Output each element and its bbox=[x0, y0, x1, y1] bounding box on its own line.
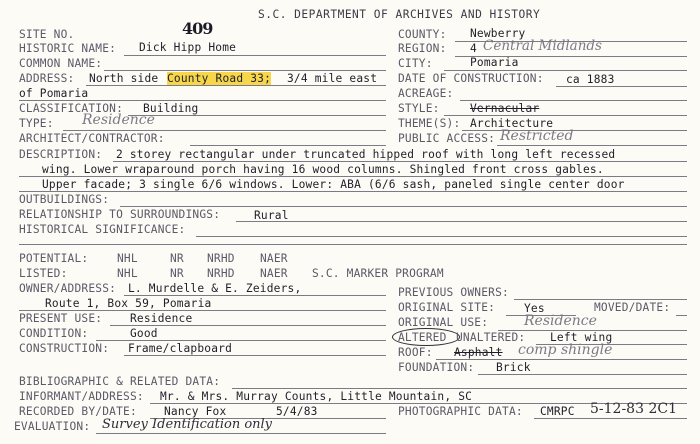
listed-nhl: NHL bbox=[117, 267, 138, 280]
themes-value: Architecture bbox=[470, 117, 554, 130]
condition-value: Good bbox=[130, 327, 158, 340]
bibliographic-label: BIBLIOGRAPHIC & RELATED DATA: bbox=[19, 375, 221, 388]
roof-label: ROOF: bbox=[398, 346, 433, 359]
themes-label: THEME(S): bbox=[398, 117, 461, 130]
address-label: ADDRESS: bbox=[19, 72, 75, 85]
previous-owners-label: PREVIOUS OWNERS: bbox=[398, 286, 509, 299]
description-label: DESCRIPTION: bbox=[19, 148, 103, 161]
potential-naer: NAER bbox=[260, 252, 288, 265]
address-part2: 3/4 mile east bbox=[287, 72, 378, 85]
region-number: 4 bbox=[470, 42, 477, 55]
evaluation-value: Survey Identification only bbox=[102, 417, 273, 432]
informant-label: INFORMANT/ADDRESS: bbox=[19, 390, 144, 403]
date-label: DATE OF CONSTRUCTION: bbox=[398, 72, 544, 85]
public-access-value: Restricted bbox=[500, 128, 574, 144]
address-continuation: of Pomaria bbox=[19, 87, 89, 100]
recorded-by-value: Nancy Fox bbox=[164, 405, 227, 418]
marker-program: S.C. MARKER PROGRAM bbox=[312, 267, 444, 280]
county-value: Newberry bbox=[470, 27, 526, 40]
original-use-value: Residence bbox=[524, 313, 597, 329]
description-line1: 2 storey rectangular under truncated hipped roof with long left recessed bbox=[116, 148, 616, 161]
address-part1: North side bbox=[89, 72, 159, 85]
classification-label: CLASSIFICATION: bbox=[19, 102, 124, 115]
potential-nr: NR bbox=[170, 252, 184, 265]
relationship-label: RELATIONSHIP TO SURROUNDINGS: bbox=[19, 208, 221, 221]
altered-circle bbox=[392, 328, 460, 346]
construction-value: Frame/clapboard bbox=[128, 342, 233, 355]
altered-label: ALTERED bbox=[398, 331, 447, 344]
foundation-label: FOUNDATION: bbox=[398, 361, 475, 374]
listed-label: LISTED: bbox=[19, 267, 68, 280]
condition-label: CONDITION: bbox=[19, 327, 89, 340]
original-site-label: ORIGINAL SITE: bbox=[398, 301, 496, 314]
present-use-label: PRESENT USE: bbox=[19, 312, 103, 325]
date-value: ca 1883 bbox=[566, 73, 615, 86]
recorded-date-value: 5/4/83 bbox=[276, 405, 318, 418]
listed-naer: NAER bbox=[260, 267, 288, 280]
present-use-value: Residence bbox=[130, 312, 193, 325]
type-value: Residence bbox=[82, 112, 155, 128]
unaltered-label: UNALTERED: bbox=[456, 331, 526, 344]
owner-value: L. Murdelle & E. Zeiders, bbox=[128, 282, 302, 295]
original-site-value: Yes bbox=[524, 302, 545, 315]
site-no-label: SITE NO. bbox=[19, 28, 75, 41]
significance-label: HISTORICAL SIGNIFICANCE: bbox=[19, 223, 186, 236]
style-label: STYLE: bbox=[398, 102, 440, 115]
recorded-by-label: RECORDED BY/DATE: bbox=[19, 405, 137, 418]
relationship-value: Rural bbox=[254, 209, 289, 222]
photographic-typed: CMRPC bbox=[540, 405, 575, 418]
region-label: REGION: bbox=[398, 42, 447, 55]
historic-name-value: Dick Hipp Home bbox=[139, 41, 237, 54]
type-label: TYPE: bbox=[19, 117, 54, 130]
foundation-value: Brick bbox=[496, 361, 531, 374]
acreage-label: ACREAGE: bbox=[398, 87, 454, 100]
city-label: CITY: bbox=[398, 57, 433, 70]
owner-address: Route 1, Box 59, Pomaria bbox=[45, 297, 212, 310]
photographic-label: PHOTOGRAPHIC DATA: bbox=[398, 405, 523, 418]
evaluation-label: EVALUATION: bbox=[14, 420, 91, 433]
architect-label: ARCHITECT/CONTRACTOR: bbox=[19, 132, 165, 145]
site-no-value: 409 bbox=[182, 19, 213, 38]
classification-value: Building bbox=[143, 102, 199, 115]
style-value: Vernacular bbox=[470, 102, 540, 115]
original-use-label: ORIGINAL USE: bbox=[398, 316, 489, 329]
region-name: Central Midlands bbox=[483, 38, 602, 54]
public-access-label: PUBLIC ACCESS: bbox=[398, 132, 496, 145]
owner-label: OWNER/ADDRESS: bbox=[19, 282, 117, 295]
photographic-handwritten: 5-12-83 2C1 bbox=[590, 401, 677, 417]
listed-nrhd: NRHD bbox=[207, 267, 235, 280]
construction-label: CONSTRUCTION: bbox=[19, 342, 110, 355]
roof-handwritten-value: comp shingle bbox=[518, 342, 613, 358]
roof-typed-value: Asphalt bbox=[454, 346, 503, 359]
potential-nhl: NHL bbox=[117, 252, 138, 265]
listed-nr: NR bbox=[170, 267, 184, 280]
description-line2: wing. Lower wraparound porch having 16 wood columns. Shingled front cross gables. bbox=[42, 163, 604, 176]
moved-date-label: MOVED/DATE: bbox=[594, 301, 671, 314]
altered-value: Left wing bbox=[550, 331, 613, 344]
address-highlight: County Road 33; bbox=[167, 72, 272, 85]
potential-label: POTENTIAL: bbox=[19, 252, 89, 265]
agency-title: S.C. DEPARTMENT OF ARCHIVES AND HISTORY bbox=[258, 8, 541, 21]
informant-value: Mr. & Mrs. Murray Counts, Little Mountain, SC bbox=[160, 390, 473, 403]
county-label: COUNTY: bbox=[398, 28, 447, 41]
common-name-label: COMMON NAME: bbox=[19, 57, 103, 70]
historic-name-label: HISTORIC NAME: bbox=[19, 42, 117, 55]
outbuildings-label: OUTBUILDINGS: bbox=[19, 193, 110, 206]
potential-nrhd: NRHD bbox=[207, 252, 235, 265]
description-line3: Upper facade; 3 single 6/6 windows. Lower: ABA (6/6 sash, paneled single center door bbox=[42, 178, 625, 191]
city-value: Pomaria bbox=[470, 56, 519, 69]
